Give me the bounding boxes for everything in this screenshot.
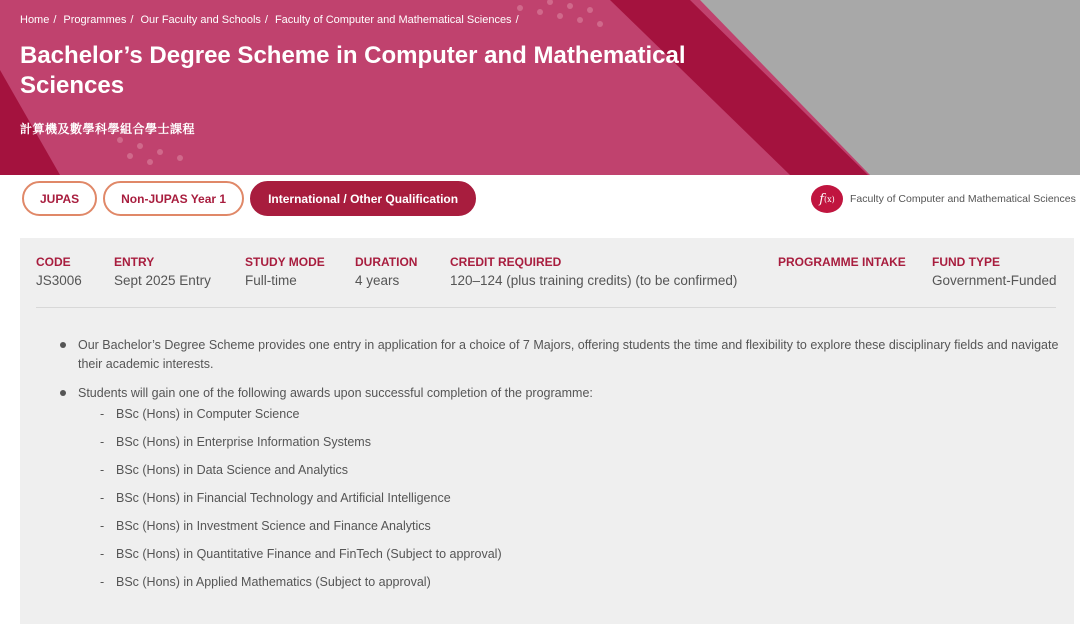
dash-icon: - (100, 547, 105, 561)
dash-icon: - (100, 435, 105, 449)
info-intake (778, 255, 906, 273)
info-credit (450, 255, 737, 288)
description-text: Students will gain one of the following awards upon successful completion of the programme: (78, 386, 593, 400)
info-label: ENTRY (114, 255, 155, 269)
info-value: Full-time (245, 273, 297, 288)
info-entry (114, 255, 211, 288)
description-bullet (60, 384, 1060, 601)
description-bullet (60, 336, 1060, 374)
breadcrumb-faculty-schools[interactable]: Our Faculty and Schools (140, 14, 261, 26)
info-value: Government-Funded (932, 273, 1057, 288)
award-item: - BSc (Hons) in Enterprise Information Systems (78, 433, 1060, 461)
award-item: - BSc (Hons) in Computer Science (78, 405, 1060, 433)
award-item: - BSc (Hons) in Financial Technology and Artificial Intelligence (78, 489, 1060, 517)
info-value: JS3006 (36, 273, 82, 288)
dash-icon: - (100, 575, 105, 589)
info-label: CREDIT REQUIRED (450, 255, 562, 269)
info-label: FUND TYPE (932, 255, 1001, 269)
breadcrumb-separator: / (53, 14, 57, 26)
info-fund-type (932, 255, 1057, 288)
dash-icon: - (100, 519, 105, 533)
info-value: Sept 2025 Entry (114, 273, 211, 288)
info-duration (355, 255, 417, 288)
info-code (36, 255, 82, 288)
info-value: 4 years (355, 273, 400, 288)
tab-international[interactable]: International / Other Qualification (250, 181, 476, 216)
breadcrumb (20, 14, 522, 26)
award-item: - BSc (Hons) in Quantitative Finance and FinTech (Subject to approval) (78, 545, 1060, 573)
page-subtitle-chinese: 計算機及數學科學組合學士課程 (20, 122, 196, 136)
info-value: 120–124 (plus training credits) (to be confirmed) (450, 273, 738, 288)
divider (36, 307, 1056, 308)
breadcrumb-separator: / (515, 14, 519, 26)
info-label: PROGRAMME INTAKE (778, 255, 906, 269)
dash-icon: - (100, 407, 105, 421)
bullet-icon (60, 390, 66, 396)
tab-non-jupas[interactable]: Non-JUPAS Year 1 (103, 181, 244, 216)
tab-jupas[interactable]: JUPAS (22, 181, 97, 216)
breadcrumb-programmes[interactable]: Programmes (63, 14, 127, 26)
bullet-icon (60, 342, 66, 348)
award-item: - BSc (Hons) in Applied Mathematics (Subject to approval) (78, 573, 1060, 601)
award-item: - BSc (Hons) in Investment Science and Finance Analytics (78, 517, 1060, 545)
info-label: STUDY MODE (245, 255, 325, 269)
hero-banner (0, 0, 1080, 175)
description-text: Our Bachelor’s Degree Scheme provides one entry in application for a choice of 7 Majors, offering students the time and flexibility to explore these disciplinary fields and navigate their academic interests. (78, 338, 1059, 371)
breadcrumb-separator: / (264, 14, 268, 26)
faculty-name: Faculty of Computer and Mathematical Sciences (850, 193, 1076, 205)
dash-icon: - (100, 463, 105, 477)
programme-info-panel (20, 238, 1074, 624)
breadcrumb-faculty[interactable]: Faculty of Computer and Mathematical Sciences (274, 14, 512, 26)
admission-tabs (22, 181, 476, 216)
info-label: CODE (36, 255, 71, 269)
awards-list (78, 405, 1060, 601)
info-study-mode (245, 255, 325, 288)
faculty-link[interactable] (811, 185, 1076, 213)
dash-icon: - (100, 491, 105, 505)
breadcrumb-home[interactable]: Home (20, 14, 50, 26)
programme-description (60, 336, 1060, 611)
faculty-logo-icon: f (x) (811, 185, 843, 213)
info-label: DURATION (355, 255, 418, 269)
breadcrumb-separator: / (130, 14, 134, 26)
page-title: Bachelor’s Degree Scheme in Computer and Mathematical Sciences (20, 42, 686, 99)
award-item: - BSc (Hons) in Data Science and Analytics (78, 461, 1060, 489)
